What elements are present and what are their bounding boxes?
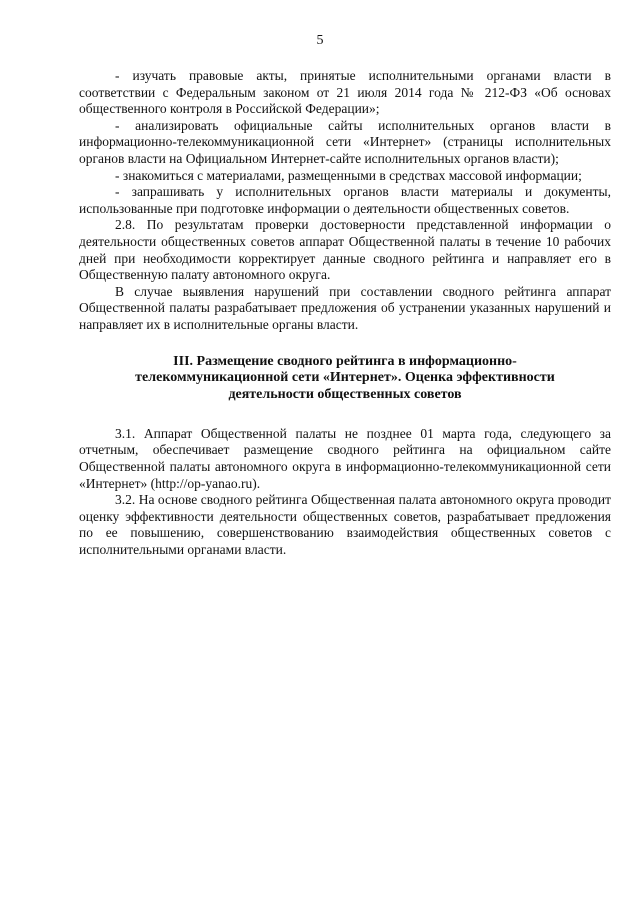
- paragraph-request-materials: - запрашивать у исполнительных органов власти материалы и документы, использованные при подготовке информации о деятельности общественных советов.: [79, 184, 611, 216]
- section-heading: III. Размещение сводного рейтинга в информационно-телекоммуникационной сети «Интернет». Оценка эффективности деятельности общественных советов: [135, 353, 555, 403]
- paragraph-2-8: 2.8. По результатам проверки достоверности представленной информации о деятельности общественных советов аппарат Общественной палаты в течение 10 рабочих дней при необходимости корректирует данные сводного рейтинга и направляет его в Общественную палату автономного округа.: [79, 217, 611, 283]
- document-body: [79, 68, 611, 559]
- paragraph-analyze-websites: - анализировать официальные сайты исполнительных органов власти в информационно-телекоммуникационной сети «Интернет» (страницы исполнительных органов власти на Официальном Интернет-сайте исполнительных органов власти);: [79, 117, 611, 166]
- paragraph-review-media: - знакомиться с материалами, размещенными в средствах массовой информации;: [115, 167, 582, 183]
- paragraph-3-2: 3.2. На основе сводного рейтинга Общественная палата автономного округа проводит оценку эффективности деятельности общественных советов, разрабатывает предложения по ее повышению, совершенствованию взаимодействия общественных советов с исполнительными органами власти.: [79, 492, 611, 558]
- paragraph-3-1: 3.1. Аппарат Общественной палаты не позднее 01 марта года, следующего за отчетным, обеспечивает размещение сводного рейтинга на официальном сайте Общественной палаты автономного округа в информационно-телекоммуникационной сети «Интернет» (http://op-yanao.ru).: [79, 425, 611, 491]
- page-number: 5: [316, 33, 324, 48]
- paragraph-violations: В случае выявления нарушений при составлении сводного рейтинга аппарат Общественной палаты разрабатывает предложения об устранении указанных нарушений и направляет их в исполнительные органы власти.: [79, 283, 611, 332]
- paragraph-study-legal-acts: - изучать правовые акты, принятые исполнительными органами власти в соответствии с Федеральным законом от 21 июля 2014 года № 212-ФЗ «Об основах общественного контроля в Российской Федерации»;: [79, 68, 611, 117]
